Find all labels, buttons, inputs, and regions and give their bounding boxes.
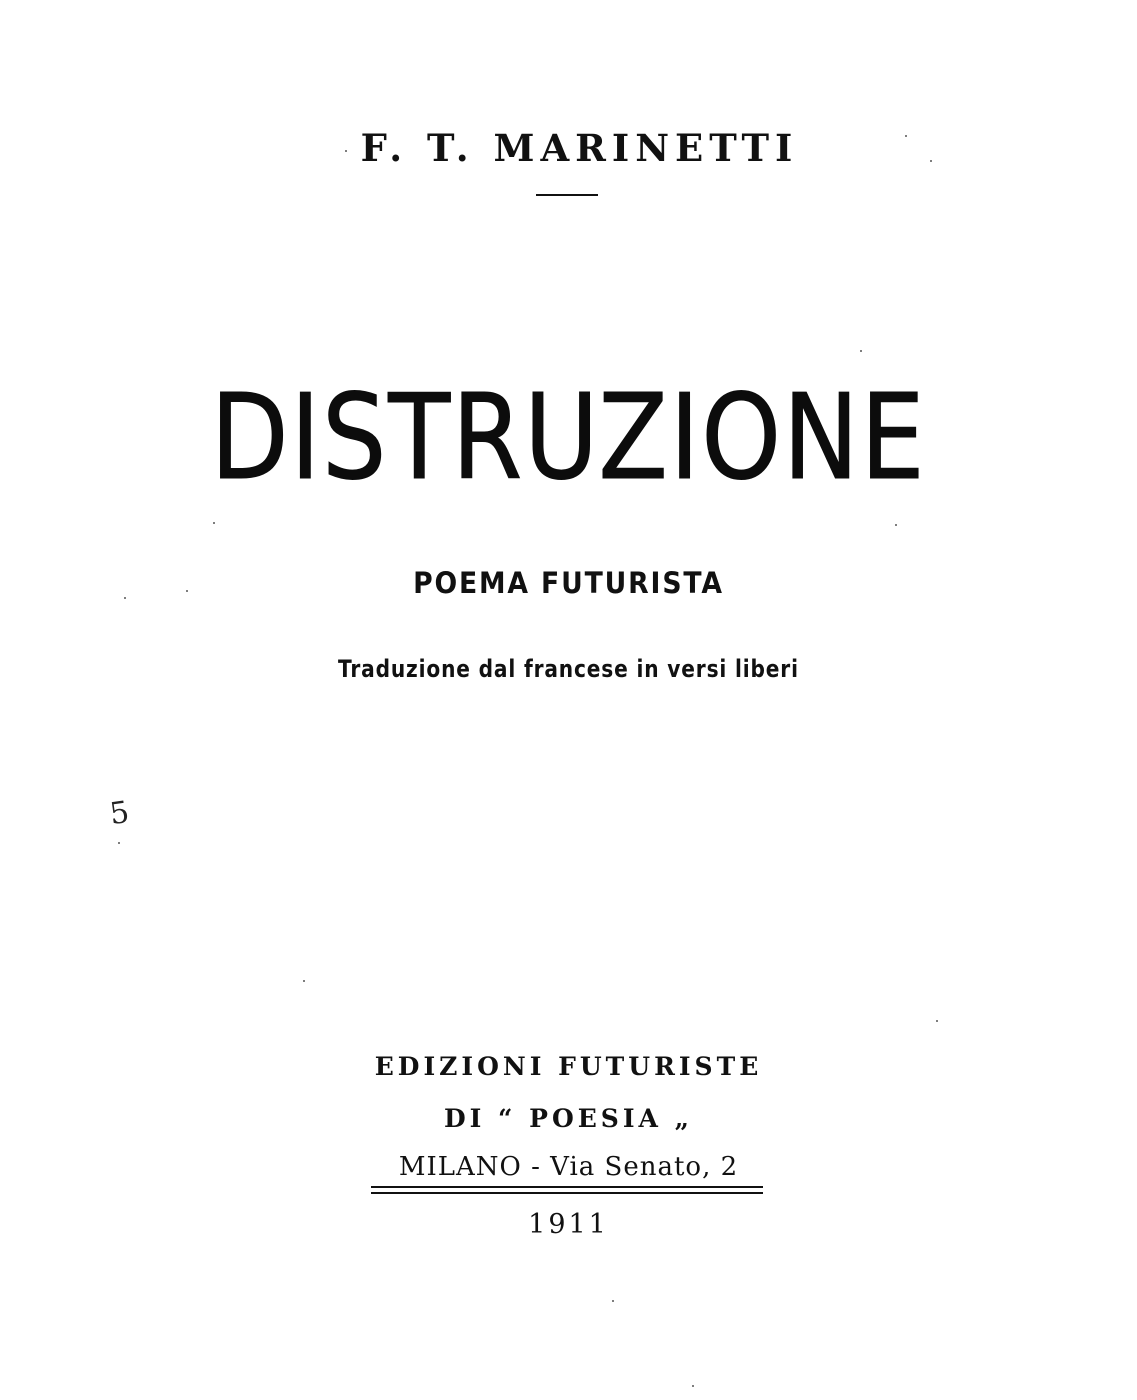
scan-speck <box>124 597 126 599</box>
scan-speck <box>930 160 932 162</box>
scan-speck <box>692 1385 694 1387</box>
publisher-line-1: EDIZIONI FUTURISTE <box>374 1052 763 1081</box>
author-divider <box>536 194 598 196</box>
scan-speck <box>936 1020 938 1022</box>
scan-speck <box>860 350 862 352</box>
address-rule-bottom <box>371 1192 763 1194</box>
scan-speck <box>118 842 120 844</box>
translation-note: Traduzione dal francese in versi liberi <box>337 655 799 683</box>
scan-speck <box>213 522 215 524</box>
book-title: DISTRUZIONE <box>210 368 927 506</box>
scan-speck <box>303 980 305 982</box>
book-subtitle: POEMA FUTURISTA <box>413 566 724 600</box>
author-name: F. T. MARINETTI <box>360 126 799 170</box>
publication-year: 1911 <box>528 1209 609 1240</box>
scan-speck <box>612 1300 614 1302</box>
publisher-line-2: DI “ POESIA „ <box>443 1104 694 1133</box>
publisher-address: MILANO - Via Senato, 2 <box>398 1152 739 1182</box>
handwritten-margin-mark: 5 <box>107 794 132 833</box>
scan-speck <box>186 590 188 592</box>
scan-speck <box>345 150 347 152</box>
scan-speck <box>895 524 897 526</box>
address-rule-top <box>371 1186 763 1188</box>
scan-speck <box>905 135 907 137</box>
